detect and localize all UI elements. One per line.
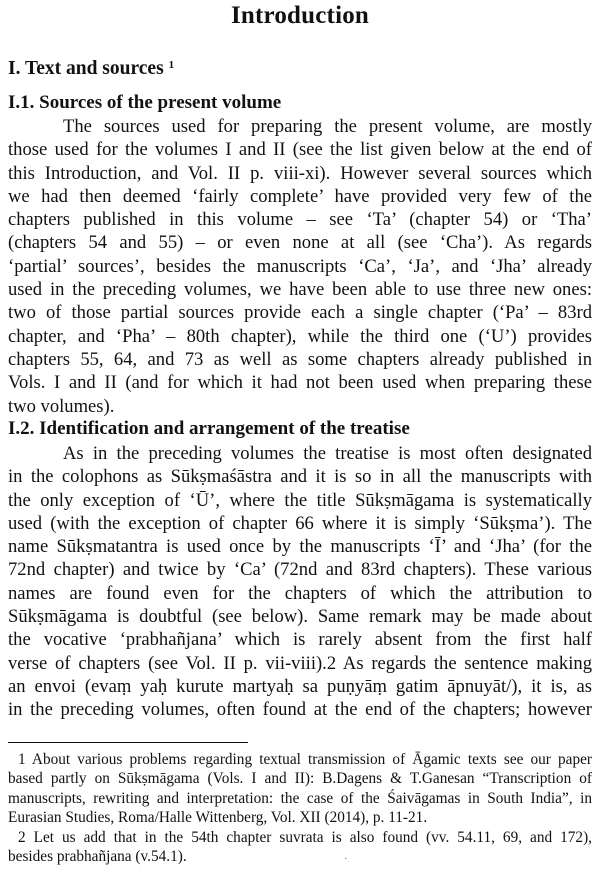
text-line: ‘partial’ sources’, besides the manuscripts ‘Ca’, ‘Ja’, and ‘Jha’ already [8, 255, 592, 277]
text-line: those used for the volumes I and II (see the list given below at the end of [8, 139, 592, 161]
text-line: name Sūkṣmatantra is used once by the manuscripts ‘Ī’ and ‘Jha’ (for the [8, 536, 592, 558]
text-line: an envoi (evaṃ yaḥ kurute martyaḥ sa puṇyāṃ gatim āpnuyāt/), it is, as [8, 675, 592, 697]
text-line: used (with the exception of chapter 66 where it is simply ‘Sūkṣma’). The [8, 512, 592, 534]
footnote-1 [8, 750, 592, 827]
footnote-line: 2 Let us add that in the 54th chapter suvrata is also found (vv. 54.11, 69, and 172), [18, 829, 592, 846]
footnote-ref-1: 1 [168, 59, 175, 71]
text-line: this Introduction, and Vol. II p. viii-xi). However several sources which [8, 162, 592, 184]
text-line: names are found even for the chapters of which the attribution to [8, 582, 592, 604]
text-line: verse of chapters (see Vol. II p. vii-viii).2 As regards the sentence making [8, 652, 592, 674]
text-line: (chapters 54 and 55) – or even none at all (see ‘Cha’). As regards [8, 232, 592, 254]
text-line: Sūkṣmāgama is doubtful (see below). Same remark may be made about [8, 606, 592, 628]
footnote-line: based partly on Sūkṣmāgama (Vols. I and II): B.Dagens & T.Ganesan “Transcription of [8, 770, 592, 788]
paragraph-sources [8, 115, 592, 418]
page-title: Introduction [230, 2, 370, 29]
footnote-rule [8, 742, 248, 743]
footnote-line: 1 About various problems regarding textual transmission of Āgamic texts see our paper [18, 751, 592, 768]
text-line: the vocative ‘prabhañjana’ which is rarely absent from the first half [8, 629, 592, 651]
text-line: two of those partial sources provide each a single chapter (‘Pa’ – 83rd [8, 302, 592, 324]
subsection-heading-sources: I.1. Sources of the present volume [8, 92, 282, 113]
paragraph-identification [8, 442, 592, 722]
section-heading-text-and-sources [8, 58, 174, 80]
footnote-2 [8, 828, 592, 867]
text-line: chapter, and ‘Pha’ – 80th chapter), while the third one (‘U’) provides [8, 325, 592, 347]
text-line: in the colophons as Sūkṣmaśāstra and it is so in all the manuscripts with [8, 466, 592, 488]
text-line: As in the preceding volumes the treatise is most often designated [63, 443, 592, 464]
section-heading-label: I. Text and sources [8, 58, 164, 79]
text-line: 72nd chapter) and twice by ‘Ca’ (72nd and 83rd chapters). These various [8, 559, 592, 581]
text-line: used in the preceding volumes, we have been able to use three new ones: [8, 279, 592, 301]
footnote-line: manuscripts, rewriting and interpretation: the case of the Śaivāgamas in South India”, in [8, 789, 592, 807]
text-line: the only exception of ‘Ū’, where the title Sūkṣmāgama is systematically [8, 489, 592, 511]
text-line: we had then deemed ‘fairly complete’ have provided very few of the [8, 185, 592, 207]
stray-mark: · [344, 854, 348, 865]
text-line: chapters 55, 64, and 73 as well as some chapters already published in [8, 348, 592, 370]
footnote-line: Eurasian Studies, Roma/Halle Wittenberg, Vol. XII (2014), p. 11-21. [8, 808, 428, 826]
footnote-line: besides prabhañjana (v.54.1). [8, 848, 187, 866]
text-line: Vols. I and II (and for which it had not been used when preparing these [8, 372, 592, 394]
text-line: The sources used for preparing the present volume, are mostly [63, 116, 592, 137]
text-line: in the preceding volumes, often found at the end of the chapters; however [8, 699, 592, 721]
subsection-heading-identification: I.2. Identification and arrangement of the treatise [8, 418, 410, 439]
text-line: two volumes). [8, 395, 115, 417]
text-line: chapters published in this volume – see ‘Ta’ (chapter 54) or ‘Tha’ [8, 209, 592, 231]
